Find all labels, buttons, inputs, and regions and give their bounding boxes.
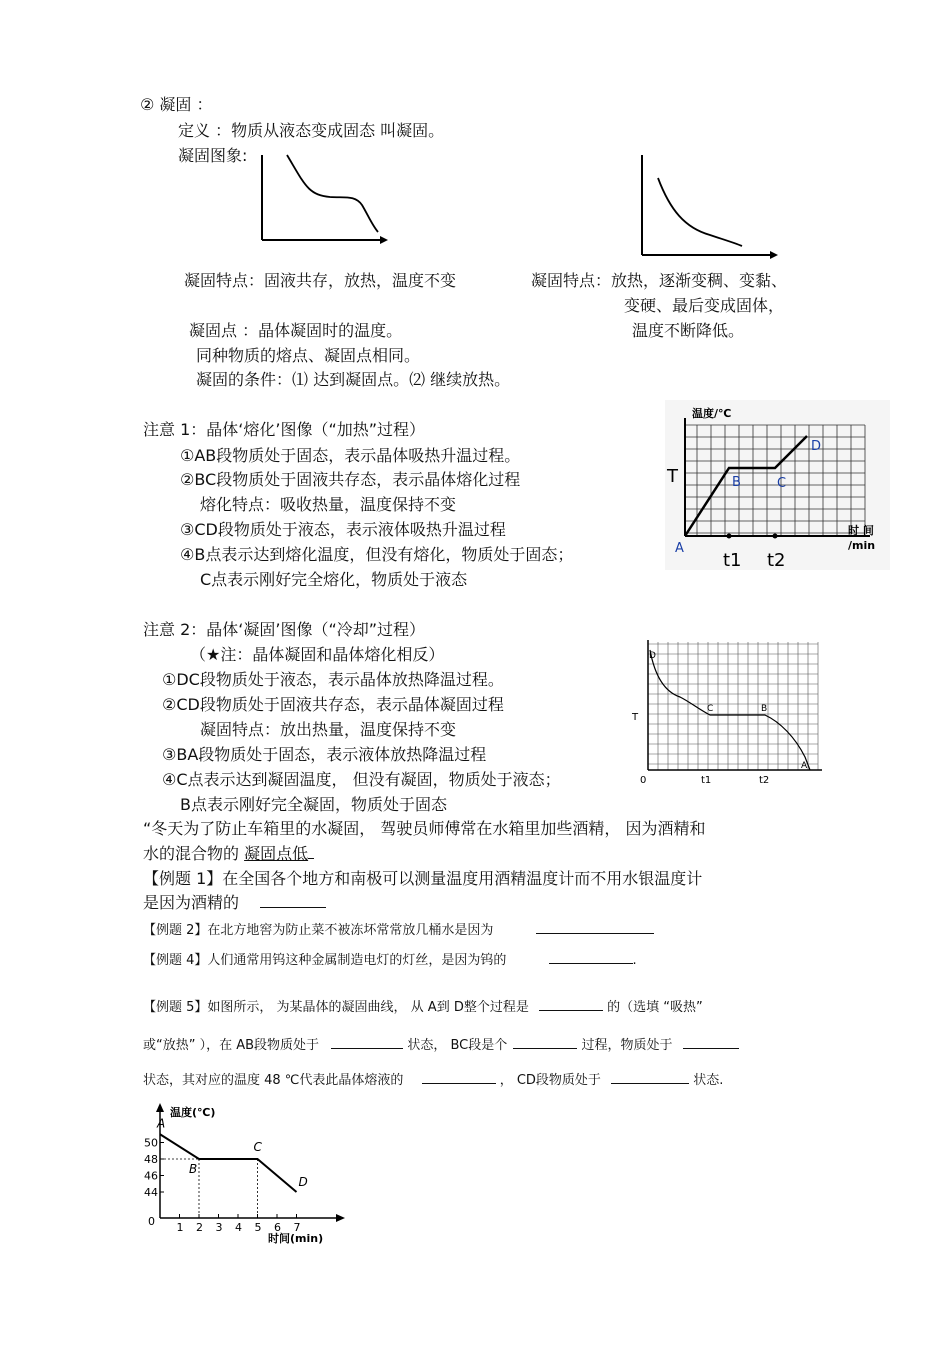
chart-x-tick-label: 5: [254, 1221, 262, 1234]
note1-line: ②BC段物质处于固液共存态，表示晶体熔化过程: [180, 470, 521, 489]
amorphous-solidify-sketch: [630, 150, 780, 265]
chart-x-tick-label: 4: [235, 1221, 242, 1234]
chart-x-tick-label: 6: [274, 1221, 281, 1234]
note1-line: 熔化特点：吸收热量，温度保持不变: [200, 495, 457, 514]
cooling-point-B: B: [761, 704, 768, 714]
note1-line: C点表示刚好完全熔化，物质处于液态: [200, 570, 468, 589]
melting-point-A: A: [675, 541, 684, 556]
example4-end: .: [632, 953, 637, 968]
answer-blank[interactable]: [260, 893, 326, 908]
cooling-t2-label: t2: [759, 775, 770, 786]
example5-line2: [143, 1034, 739, 1056]
crystal-solidify-sketch: [250, 150, 390, 250]
melting-point-B: B: [732, 475, 741, 490]
note2-line: ②CD段物质处于固液共存态，表示晶体凝固过程: [162, 695, 504, 714]
cooling-T-label: T: [632, 712, 639, 723]
melting-point-D: D: [811, 439, 822, 454]
melting-xlabel-1: 时 间: [848, 524, 874, 537]
example2: [143, 919, 654, 941]
chart-series-line: [160, 1134, 297, 1192]
melting-graph: [665, 400, 890, 570]
melting-t2-label: t2: [767, 550, 786, 571]
chart-x-tick-label: 2: [196, 1221, 203, 1234]
chart-y-tick-label: 48: [144, 1153, 158, 1166]
paragraph-line1: “冬天为了防止车箱里的水凝固， 驾驶员师傅常在水箱里加些酒精， 因为酒精和: [143, 819, 706, 838]
chart-point-label-A: A: [157, 1116, 166, 1131]
note1-line: ③CD段物质处于液态，表示液体吸热升温过程: [180, 520, 506, 539]
answer-blank[interactable]: [536, 919, 654, 934]
chart-point-label-C: C: [253, 1140, 262, 1154]
example5-text-b: 的（选填 “吸热”: [607, 1000, 703, 1015]
melting-xlabel-2: /min: [848, 539, 876, 552]
chart-y-tick-label: 44: [144, 1186, 158, 1199]
chart-x-tick-label: 1: [176, 1221, 184, 1234]
answer-blank[interactable]: [513, 1034, 577, 1049]
answer-blank[interactable]: [331, 1034, 403, 1049]
note2-line: 凝固特点：放出热量，温度保持不变: [200, 720, 457, 739]
amorphous-feature-3: 温度不断降低。: [632, 321, 745, 340]
note1-line: ④B点表示达到熔化温度，但没有熔化，物质处于固态；: [180, 545, 574, 564]
example5-line1: [143, 996, 703, 1018]
answer-blank[interactable]: [539, 996, 603, 1011]
melting-t1-label: t1: [723, 550, 742, 571]
cooling-t1-label: t1: [701, 775, 712, 786]
paragraph-answer: 凝固点低: [244, 844, 309, 863]
cooling-point-D: D: [649, 651, 656, 661]
example2-text: 【例题 2】在北方地窖为防止菜不被冻坏常常放几桶水是因为: [143, 923, 494, 938]
example4-text: 【例题 4】人们通常用钨这种金属制造电灯的灯丝，是因为钨的: [143, 953, 507, 968]
cooling-point-C: C: [707, 704, 714, 714]
chart-y-tick-label: 50: [144, 1136, 158, 1150]
chart-point-label-D: D: [298, 1175, 308, 1189]
amorphous-feature-2: 变硬、最后变成固体，: [624, 296, 785, 315]
note1-line: ①AB段物质处于固态，表示晶体吸热升温过程。: [180, 446, 521, 465]
chart-x-tick-label: 7: [293, 1221, 301, 1234]
amorphous-feature-1: 凝固特点：放热，逐渐变稠、变黏、: [531, 271, 788, 290]
same-point: 同种物质的熔点、凝固点相同。: [196, 346, 421, 365]
chart-xlabel: 时间(min): [268, 1232, 324, 1245]
definition: 定义 ：物质从液态变成固态 叫凝固。: [178, 121, 445, 140]
crystal-feature: 凝固特点：固液共存，放热，温度不变: [184, 271, 457, 290]
note1-title: 注意 1：晶体‘熔化’图像（“加热”过程）: [143, 420, 426, 439]
chart-x-tick-label: 3: [215, 1221, 223, 1234]
answer-blank[interactable]: [549, 949, 633, 964]
answer-blank[interactable]: [611, 1069, 689, 1084]
note2-line: ④C点表示达到凝固温度， 但没有凝固，物质处于液态；: [162, 770, 561, 789]
cooling-graph: [630, 632, 830, 790]
example1-line2: [143, 893, 326, 913]
example5-text-e: 过程，物质处于: [581, 1038, 673, 1053]
cooling-point-A: A: [801, 761, 808, 771]
example5-text-d: 状态， BC段是个: [407, 1038, 508, 1053]
cooling-origin: 0: [640, 775, 647, 786]
example5-text-g: ， CD段物质处于: [499, 1073, 601, 1088]
chart-point-label-B: B: [189, 1162, 198, 1176]
example4: [143, 949, 637, 971]
melting-T-label: T: [667, 466, 678, 487]
graph-label: 凝固图象:: [178, 146, 248, 165]
example1-line2-text: 是因为酒精的: [143, 893, 240, 912]
note2-line: B点表示刚好完全凝固，物质处于固态: [180, 795, 447, 814]
note2-line: ③BA段物质处于固态，表示液体放热降温过程: [162, 745, 487, 764]
note2-line: ①DC段物质处于液态，表示晶体放热降温过程。: [162, 670, 504, 689]
example5-text-a: 【例题 5】如图所示， 为某晶体的凝固曲线， 从 A到 D整个过程是: [143, 1000, 529, 1015]
chart-origin: 0: [148, 1215, 155, 1228]
example5-line3: [143, 1069, 723, 1091]
example5-text-c: 或“放热” ），在 AB段物质处于: [143, 1038, 320, 1053]
example5-text-h: 状态.: [693, 1073, 724, 1088]
answer-blank[interactable]: [422, 1069, 496, 1084]
chart-y-tick-label: 46: [144, 1169, 158, 1183]
note2-star: （★注：晶体凝固和晶体熔化相反）: [190, 645, 445, 664]
example1-line1: 【例题 1】在全国各个地方和南极可以测量温度用酒精温度计而不用水银温度计: [143, 869, 703, 888]
example5-text-f: 状态，其对应的温度 48 ℃代表此晶体熔液的: [143, 1073, 404, 1088]
conditions: 凝固的条件：⑴ 达到凝固点。⑵ 继续放热。: [196, 370, 511, 389]
note2-title: 注意 2：晶体‘凝固’图像（“冷却”过程）: [143, 620, 426, 639]
section-heading: ② 凝固 ：: [140, 95, 213, 114]
freezing-point: 凝固点 ：晶体凝固时的温度。: [189, 321, 403, 340]
solidification-chart: [140, 1100, 350, 1250]
melting-ylabel: 温度/℃: [692, 407, 732, 420]
paragraph-line2: [143, 844, 314, 864]
melting-point-C: C: [777, 476, 787, 491]
paragraph-line2-prefix: 水的混合物的: [143, 844, 245, 863]
chart-ylabel: 温度(℃): [170, 1106, 216, 1119]
answer-blank[interactable]: [683, 1034, 739, 1049]
